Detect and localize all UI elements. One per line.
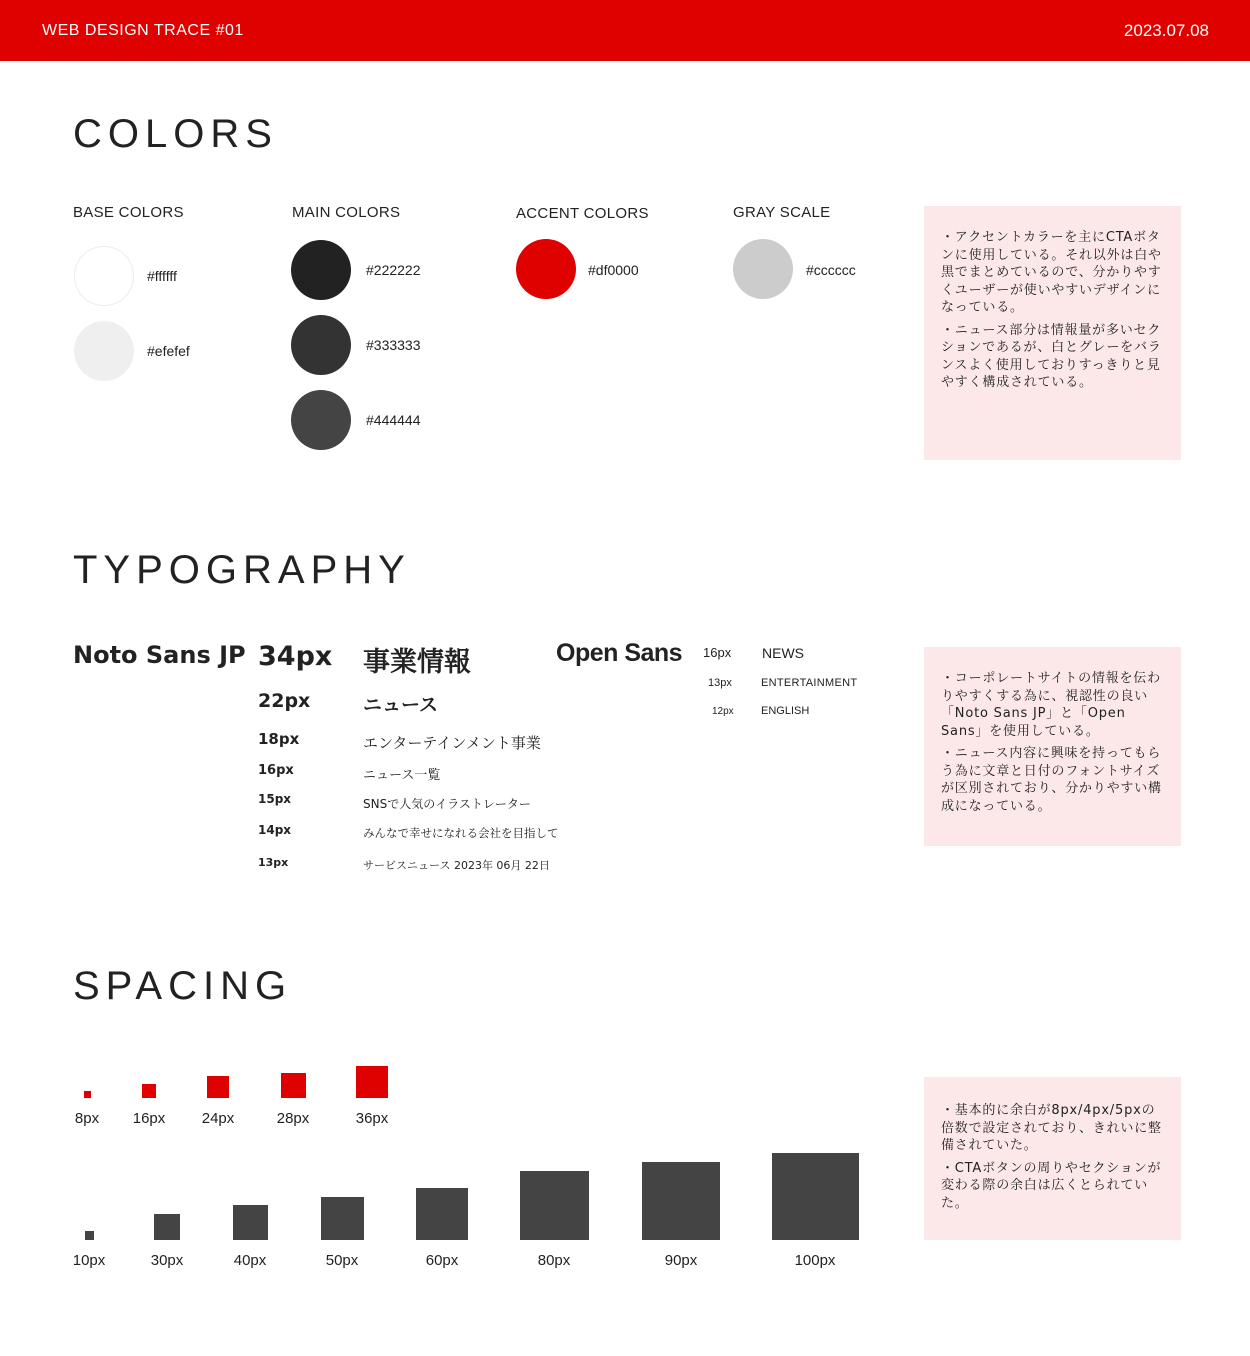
swatch-label: #cccccc [806, 262, 856, 278]
note-text: ・ニュース部分は情報量が多いセクションであるが、白とグレーをバランスよく使用しておりすっきりと見やすく構成されている。 [941, 322, 1162, 390]
spacing-square-24px [207, 1076, 229, 1098]
accent-colors-title: ACCENT COLORS [516, 205, 649, 222]
spacing-square-16px [142, 1084, 156, 1098]
swatch-ffffff [74, 246, 134, 306]
jp-sample: サービスニュース 2023年 06月 22日 [363, 859, 550, 872]
spacing-label: 50px [325, 1252, 359, 1269]
swatch-444444 [291, 390, 351, 450]
spacing-note [924, 1077, 1181, 1240]
base-colors-title: BASE COLORS [73, 204, 184, 221]
spacing-section-title: SPACING [73, 964, 293, 1008]
header-date: 2023.07.08 [1123, 21, 1209, 40]
jp-sample: 事業情報 [363, 647, 471, 678]
swatch-cccccc [733, 239, 793, 299]
spacing-square-30px [154, 1214, 180, 1240]
colors-note [924, 206, 1181, 460]
spacing-label: 30px [150, 1252, 184, 1269]
swatch-label: #efefef [147, 343, 190, 359]
en-size-label: 16px [703, 645, 732, 660]
jp-size-label: 15px [258, 792, 292, 806]
en-size-label: 13px [708, 677, 732, 689]
spacing-square-100px [772, 1153, 859, 1240]
jp-size-label: 22px [258, 690, 311, 712]
spacing-label: 16px [132, 1110, 166, 1127]
en-sample: ENTERTAINMENT [761, 677, 858, 689]
spacing-square-10px [85, 1231, 94, 1240]
swatch-222222 [291, 240, 351, 300]
jp-sample: ニュース一覧 [363, 768, 441, 783]
swatch-label: #df0000 [588, 262, 639, 278]
jp-size-label: 14px [258, 823, 292, 837]
jp-sample: エンターテインメント事業 [363, 734, 541, 752]
jp-size-label: 13px [258, 856, 289, 869]
en-sample: NEWS [762, 645, 804, 661]
spacing-label: 60px [425, 1252, 459, 1269]
spacing-label: 28px [276, 1110, 310, 1127]
note-text: ・コーポレートサイトの情報を伝わりやすくする為に、視認性の良い「Noto Sans JP」と「Open Sans」を使用している。 [941, 671, 1161, 739]
swatch-label: #444444 [366, 412, 421, 428]
header-title: WEB DESIGN TRACE #01 [42, 22, 244, 39]
spacing-label: 90px [664, 1252, 698, 1269]
jp-sample: みんなで幸せになれる会社を目指して [363, 826, 559, 840]
jp-sample: ニュース [363, 694, 439, 716]
spacing-square-90px [642, 1162, 720, 1240]
spacing-square-8px [84, 1091, 91, 1098]
note-text: ・基本的に余白が8px/4px/5pxの倍数で設定されており、きれいに整備されていた。 [941, 1103, 1162, 1153]
jp-size-label: 18px [258, 730, 300, 748]
spacing-square-80px [520, 1171, 589, 1240]
colors-section-title: COLORS [73, 112, 278, 156]
spacing-square-60px [416, 1188, 468, 1240]
swatch-label: #333333 [366, 337, 421, 353]
en-font-name: Open Sans [556, 639, 683, 667]
spacing-square-36px [356, 1066, 388, 1098]
header-bar [0, 0, 1250, 61]
main-colors-title: MAIN COLORS [292, 204, 401, 221]
typography-note [924, 647, 1181, 846]
spacing-label: 10px [72, 1252, 106, 1269]
swatch-label: #222222 [366, 262, 421, 278]
gray-scale-title: GRAY SCALE [733, 204, 831, 221]
swatch-label: #ffffff [147, 268, 177, 284]
note-text: ・アクセントカラーを主にCTAボタンに使用している。それ以外は白や黒でまとめているので、分かりやすくユーザーが使いやすいデザインになっている。 [941, 230, 1162, 315]
spacing-label: 40px [233, 1252, 267, 1269]
en-size-label: 12px [712, 706, 734, 717]
spacing-label: 8px [74, 1110, 100, 1127]
spacing-square-40px [233, 1205, 268, 1240]
spacing-label: 36px [355, 1110, 389, 1127]
swatch-efefef [74, 321, 134, 381]
spacing-square-28px [281, 1073, 306, 1098]
spacing-label: 24px [201, 1110, 235, 1127]
jp-size-label: 16px [258, 763, 294, 778]
spacing-label: 80px [537, 1252, 571, 1269]
jp-size-label: 34px [258, 641, 333, 672]
note-text: ・ニュース内容に興味を持ってもらう為に文章と日付のフォントサイズが区別されており、分かりやすい構成になっている。 [941, 746, 1162, 814]
swatch-333333 [291, 315, 351, 375]
en-sample: ENGLISH [761, 705, 810, 717]
jp-sample: SNSで人気のイラストレーター [363, 797, 531, 811]
swatch-df0000 [516, 239, 576, 299]
note-text: ・CTAボタンの周りやセクションが変わる際の余白は広くとられていた。 [941, 1160, 1162, 1211]
typography-section-title: TYPOGRAPHY [73, 548, 411, 592]
spacing-square-50px [321, 1197, 364, 1240]
spacing-label: 100px [794, 1252, 836, 1269]
jp-font-name: Noto Sans JP [73, 641, 246, 669]
